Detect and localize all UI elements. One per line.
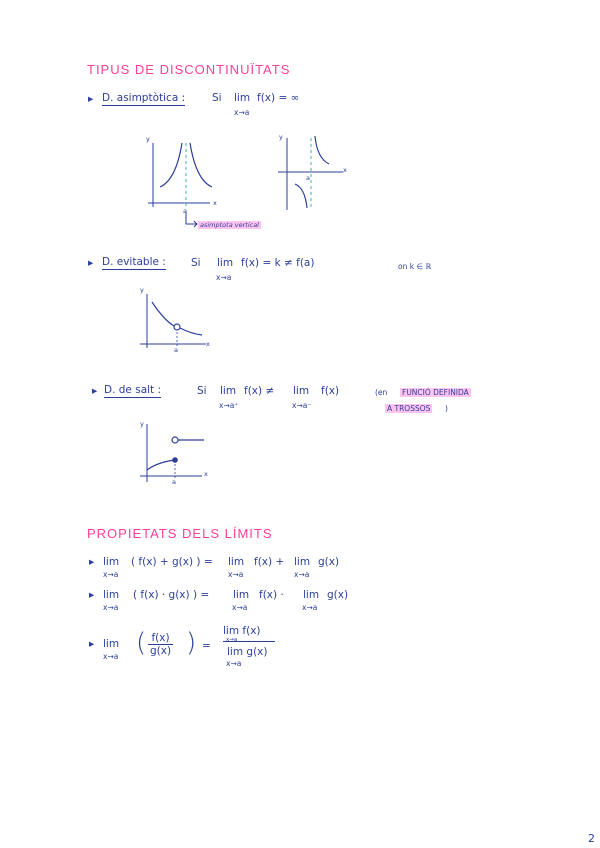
expr-removable: f(x) = k ≠ f(a) (241, 257, 315, 269)
lim-sub-jump-1: x→a⁺ (219, 401, 239, 410)
paren-open-jump: (en (375, 388, 388, 397)
prop3-rhs-denominator (227, 646, 268, 658)
paren-close-jump: ) (445, 404, 448, 413)
prop1-lim-b-sub: x→a (294, 570, 310, 579)
prop1-lim-sub: x→a (103, 570, 119, 579)
prop2-lim-sub: x→a (103, 603, 119, 612)
graph3-x-label: x (206, 340, 210, 348)
page-number: 2 (588, 832, 595, 845)
prop3-num: f(x) (148, 632, 173, 645)
prop3-paren-right: ) (186, 628, 197, 658)
prop3-rden-sub: x→a (226, 659, 242, 668)
prop2-lim: lim (103, 589, 120, 601)
lim-jump-2: lim (293, 385, 310, 397)
prop3-lim-sub: x→a (103, 652, 119, 661)
lim-sub-asymptotic: x→a (234, 108, 250, 117)
graph-asymptotic-1 (140, 135, 220, 220)
lim-sub-removable: x→a (216, 273, 232, 282)
bullet-jump: ▸ (92, 385, 98, 397)
graph4-y-label: y (140, 420, 144, 428)
prop1-fa: f(x) + (254, 556, 285, 568)
prop2-lim-b-sub: x→a (302, 603, 318, 612)
bullet-prop-3: ▸ (89, 638, 95, 650)
lim-asymptotic: lim (234, 92, 251, 104)
si-asymptotic: Si (212, 92, 222, 104)
prop1-lim: lim (103, 556, 120, 568)
si-jump: Si (197, 385, 207, 397)
prop3-fraction (148, 632, 173, 657)
graph2-a-label: a (306, 174, 310, 182)
prop2-gb: g(x) (327, 589, 349, 601)
prop2-lim-a: lim (233, 589, 250, 601)
bullet-prop-2: ▸ (89, 589, 95, 601)
expr2-jump: f(x) (321, 385, 340, 397)
prop1-lim-a: lim (228, 556, 245, 568)
highlight-piecewise-1: FUNCIÓ DEFINIDA (402, 388, 469, 397)
lim-jump-1: lim (220, 385, 237, 397)
prop2-lim-b: lim (303, 589, 320, 601)
mid-jump: f(x) ≠ (244, 385, 275, 397)
prop3-rnum-lim: lim (223, 625, 240, 637)
lim-removable: lim (217, 257, 234, 269)
lim-sub-jump-2: x→a⁻ (292, 401, 312, 410)
graph4-a-label: a (172, 478, 176, 486)
graph3-a-label: a (174, 346, 178, 354)
section-title-limit-properties: PROPIETATS DELS LÍMITS (87, 526, 273, 541)
prop2-fa: f(x) · (259, 589, 284, 601)
graph-asymptotic-2 (275, 132, 350, 217)
highlight-piecewise-2: A TROSSOS (387, 404, 431, 413)
section-title-discontinuities: TIPUS DE DISCONTINUÏTATS (87, 62, 291, 77)
bullet-asymptotic: ▸ (88, 93, 94, 105)
label-jump: D. de salt : (104, 384, 162, 396)
si-removable: Si (191, 257, 201, 269)
graph4-x-label: x (204, 470, 208, 478)
prop3-rnum: f(x) (242, 625, 261, 637)
prop2-lim-a-sub: x→a (232, 603, 248, 612)
prop2-left: ( f(x) · g(x) ) = (133, 589, 210, 601)
prop3-rden: g(x) (246, 646, 268, 658)
prop3-den: g(x) (150, 645, 172, 657)
graph1-x-label: x (213, 199, 217, 207)
expr-asymptotic: f(x) = ∞ (257, 92, 300, 104)
note-removable: on k ∈ ℝ (398, 262, 432, 271)
caption-vertical-asymptote: asimptota vertical (200, 221, 259, 229)
label-asymptotic: D. asimptòtica : (102, 92, 186, 104)
prop3-rden-lim: lim (227, 646, 244, 658)
prop1-left: ( f(x) + g(x) ) = (131, 556, 213, 568)
prop3-paren-left: ( (136, 628, 147, 658)
prop3-lim: lim (103, 638, 120, 650)
bullet-prop-1: ▸ (89, 556, 95, 568)
graph1-y-label: y (146, 135, 150, 143)
graph2-y-label: y (279, 133, 283, 141)
prop1-lim-a-sub: x→a (228, 570, 244, 579)
prop3-rnum-sub: x→a (226, 637, 238, 643)
label-removable: D. evitable : (102, 256, 166, 268)
graph1-a-label: a (183, 207, 187, 215)
prop1-lim-b: lim (294, 556, 311, 568)
graph2-x-label: x (343, 166, 347, 174)
prop1-gb: g(x) (318, 556, 340, 568)
prop3-eq: = (202, 640, 211, 652)
bullet-removable: ▸ (88, 257, 94, 269)
graph3-y-label: y (140, 286, 144, 294)
